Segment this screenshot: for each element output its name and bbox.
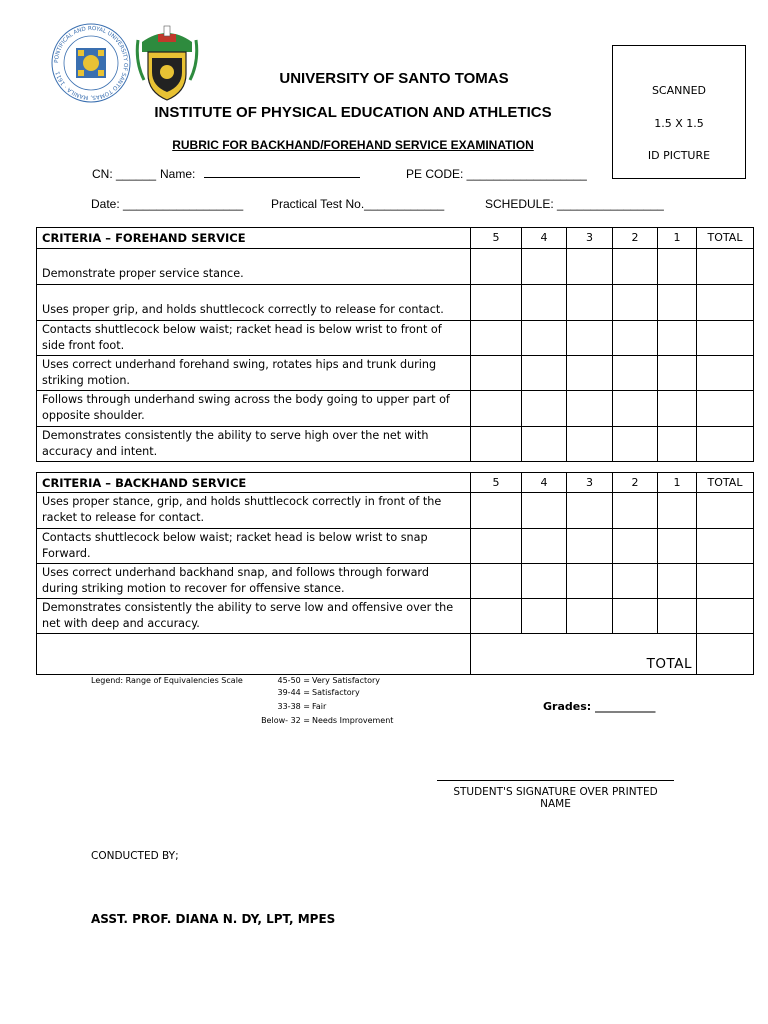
score-header-4: 4 [522,228,567,249]
score-cell[interactable] [658,285,697,321]
total-cell[interactable] [697,564,754,599]
score-cell[interactable] [613,391,658,427]
score-cell[interactable] [522,427,567,462]
total-cell[interactable] [697,391,754,427]
id-box-line2: 1.5 X 1.5 [654,117,704,130]
total-cell[interactable] [697,356,754,391]
total-header: TOTAL [697,228,754,249]
score-cell[interactable] [567,356,613,391]
seal-ring-text: PONTIFICAL AND ROYAL UNIVERSITY OF SANTO TOMAS, MANILA · 1611 [53,25,129,101]
score-cell[interactable] [613,356,658,391]
legend-range: 33-38 = [277,702,310,711]
legend-range: 39-44 = [277,688,310,697]
score-cell[interactable] [658,249,697,285]
score-cell[interactable] [613,285,658,321]
score-cell[interactable] [613,529,658,564]
score-cell[interactable] [658,564,697,599]
score-cell[interactable] [567,391,613,427]
score-cell[interactable] [613,321,658,356]
forehand-criteria-table [36,227,754,462]
total-cell[interactable] [697,493,754,529]
backhand-criteria-title: CRITERIA – BACKHAND SERVICE [37,473,471,493]
score-cell[interactable] [567,564,613,599]
score-cell[interactable] [522,564,567,599]
score-cell[interactable] [658,356,697,391]
legend-desc: Very Satisfactory [312,676,381,685]
total-cell[interactable] [697,529,754,564]
score-cell[interactable] [522,285,567,321]
grand-total-row [37,634,754,675]
score-cell[interactable] [613,599,658,634]
table-row [37,356,754,391]
forehand-criteria-title: CRITERIA – FOREHAND SERVICE [37,228,471,249]
score-cell[interactable] [613,249,658,285]
table-row [37,249,754,285]
university-title: UNIVERSITY OF SANTO TOMAS [279,70,509,87]
legend-label: Legend: Range of Equivalencies Scale [91,676,243,685]
criterion-text: Contacts shuttlecock below waist; racket head is below wrist to snap Forward. [37,529,471,564]
instructor-name: ASST. PROF. DIANA N. DY, LPT, MPES [91,912,336,926]
total-cell[interactable] [697,249,754,285]
schedule-field[interactable]: SCHEDULE: ________________ [485,197,664,211]
table-row [37,599,754,634]
score-cell[interactable] [613,564,658,599]
practical-test-field[interactable]: Practical Test No.____________ [271,197,445,211]
score-cell[interactable] [471,599,522,634]
score-header-5: 5 [471,473,522,493]
score-header-3: 3 [567,473,613,493]
conducted-by-label: CONDUCTED BY; [91,850,179,862]
table-row [37,529,754,564]
backhand-criteria-table [36,472,754,675]
legend-desc: Needs Improvement [312,716,394,725]
criterion-text: Uses proper grip, and holds shuttlecock correctly to release for contact. [37,285,471,321]
score-cell[interactable] [613,427,658,462]
id-picture-box [612,45,746,179]
score-cell[interactable] [567,285,613,321]
table-row [37,391,754,427]
score-cell[interactable] [658,529,697,564]
criterion-text: Demonstrate proper service stance. [37,249,471,285]
score-cell[interactable] [471,427,522,462]
university-seal-icon [50,22,132,104]
table-header-row [37,228,754,249]
score-header-5: 5 [471,228,522,249]
legend-range: Below- 32 = [261,716,310,725]
criterion-text: Contacts shuttlecock below waist; racket head is below wrist to front of side front foot. [37,321,471,356]
criterion-text: Uses correct underhand forehand swing, rotates hips and trunk during striking motion. [37,356,471,391]
table-row [37,285,754,321]
legend-desc: Fair [312,702,327,711]
grades-field[interactable]: Grades: ___________ [543,700,656,713]
score-cell[interactable] [567,427,613,462]
total-cell[interactable] [697,599,754,634]
score-header-1: 1 [658,473,697,493]
grand-total-cell[interactable] [697,634,754,675]
table-row [37,564,754,599]
id-box-line3: ID PICTURE [647,149,711,162]
score-cell[interactable] [471,356,522,391]
score-header-2: 2 [613,228,658,249]
score-cell[interactable] [471,249,522,285]
score-cell[interactable] [471,493,522,529]
score-cell[interactable] [658,493,697,529]
table-row [37,321,754,356]
score-cell[interactable] [471,285,522,321]
criterion-text: Uses proper stance, grip, and holds shuttlecock correctly in front of the racket to release for contact. [37,493,471,529]
date-field[interactable]: Date: __________________ [91,197,244,211]
criterion-text: Demonstrates consistently the ability to serve low and offensive over the net with deep and accuracy. [37,599,471,634]
score-cell[interactable] [522,529,567,564]
score-cell[interactable] [613,493,658,529]
score-header-1: 1 [658,228,697,249]
pe-code-field[interactable]: PE CODE: __________________ [406,167,587,181]
total-cell[interactable] [697,285,754,321]
score-cell[interactable] [522,356,567,391]
legend-desc: Satisfactory [312,688,360,697]
score-cell[interactable] [522,599,567,634]
name-field[interactable] [160,167,360,181]
score-header-4: 4 [522,473,567,493]
name-underline[interactable] [204,167,360,178]
institute-title: INSTITUTE OF PHYSICAL EDUCATION AND ATHLETICS [154,104,552,121]
total-cell[interactable] [697,427,754,462]
cn-field[interactable]: CN: ______ [92,167,157,181]
criterion-text: Uses correct underhand backhand snap, and follows through forward during striking motion to recover for offensive stance. [37,564,471,599]
score-cell[interactable] [567,249,613,285]
id-box-line1: SCANNED [651,84,707,97]
score-cell[interactable] [522,249,567,285]
table-header-row [37,473,754,493]
score-cell[interactable] [567,529,613,564]
grand-total-label: TOTAL [471,634,697,675]
total-header: TOTAL [697,473,754,493]
score-cell[interactable] [567,493,613,529]
score-cell[interactable] [522,391,567,427]
score-header-2: 2 [613,473,658,493]
name-label: Name: [160,167,196,181]
criterion-text: Follows through underhand swing across the body going to upper part of opposite shoulder. [37,391,471,427]
table-row [37,493,754,529]
score-cell[interactable] [658,321,697,356]
legend-range: 45-50 = [277,676,310,685]
score-cell[interactable] [471,391,522,427]
total-cell[interactable] [697,321,754,356]
signature-label: STUDENT'S SIGNATURE OVER PRINTED NAME [453,786,658,810]
blank-cell [37,634,471,675]
score-cell[interactable] [471,564,522,599]
criterion-text: Demonstrates consistently the ability to serve high over the net with accuracy and intent. [37,427,471,462]
score-cell[interactable] [522,321,567,356]
score-cell[interactable] [471,529,522,564]
score-cell[interactable] [567,321,613,356]
institute-crest-icon [134,22,200,104]
score-cell[interactable] [522,493,567,529]
score-cell[interactable] [658,427,697,462]
score-cell[interactable] [658,599,697,634]
table-row [37,427,754,462]
rubric-title: RUBRIC FOR BACKHAND/FOREHAND SERVICE EXAMINATION [172,138,534,152]
score-cell[interactable] [471,321,522,356]
signature-line[interactable] [437,780,674,781]
score-cell[interactable] [567,599,613,634]
score-cell[interactable] [658,391,697,427]
score-header-3: 3 [567,228,613,249]
